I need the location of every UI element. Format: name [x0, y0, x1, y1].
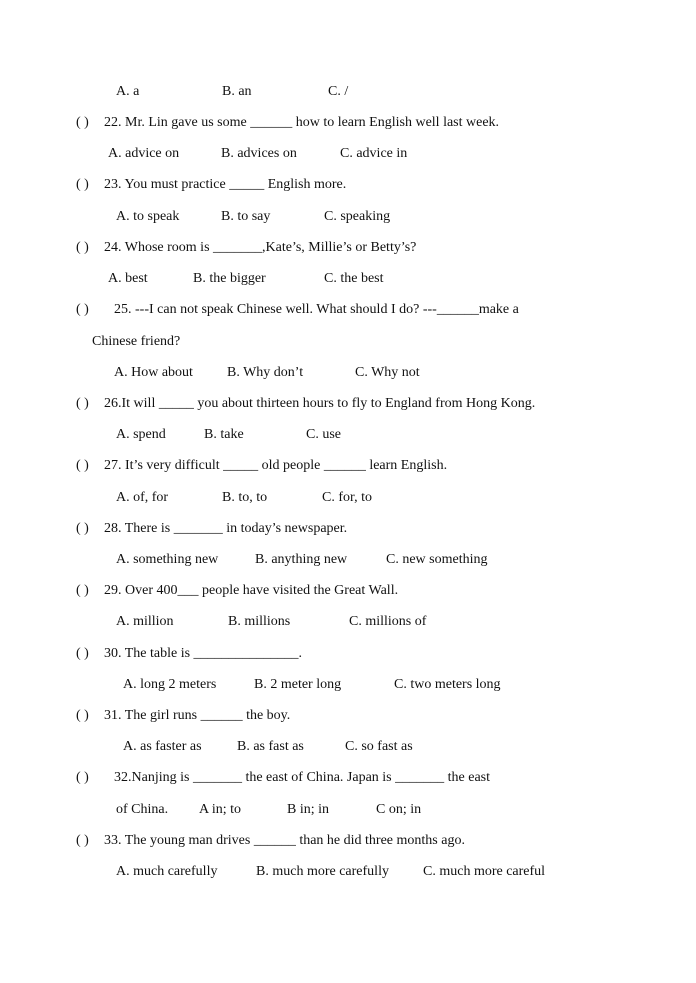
option-a: A. much carefully [116, 864, 218, 879]
option-a: A. as faster as [123, 739, 202, 754]
question-23-stem: 23. You must practice _____ English more. [104, 177, 347, 192]
option-b: B. to, to [222, 490, 268, 505]
question-33-stem: 33. The young man drives ______ than he did three months ago. [104, 833, 465, 848]
question-22-stem: 22. Mr. Lin gave us some ______ how to learn English well last week. [104, 115, 500, 130]
answer-blank-25[interactable]: ( ) [76, 302, 89, 317]
option-a: A. a [116, 84, 140, 99]
answer-blank-26[interactable]: ( ) [76, 396, 89, 411]
answer-blank-32[interactable]: ( ) [76, 770, 89, 785]
option-a: A. advice on [108, 146, 180, 161]
question-31-stem: 31. The girl runs ______ the boy. [104, 708, 291, 723]
option-a: A. of, for [116, 490, 169, 505]
option-a: A in; to [199, 802, 242, 817]
option-c: C. speaking [324, 209, 391, 224]
option-c: C. for, to [322, 490, 372, 505]
question-24-stem: 24. Whose room is _______,Kate’s, Millie’s or Betty’s? [104, 240, 417, 255]
option-b: B. as fast as [237, 739, 304, 754]
answer-blank-31[interactable]: ( ) [76, 708, 89, 723]
option-c: C. / [328, 84, 349, 99]
option-a: A. How about [114, 365, 193, 380]
option-c: C. millions of [349, 614, 427, 629]
question-32-stem: 32.Nanjing is _______ the east of China. Japan is _______ the east [114, 770, 490, 785]
option-b: B. the bigger [193, 271, 266, 286]
option-b: B. advices on [221, 146, 297, 161]
option-c: C. Why not [355, 365, 420, 380]
option-b: B in; in [287, 802, 330, 817]
answer-blank-24[interactable]: ( ) [76, 240, 89, 255]
option-a: A. spend [116, 427, 166, 442]
option-b: B. an [222, 84, 252, 99]
option-c: C. two meters long [394, 677, 501, 692]
option-b: B. take [204, 427, 244, 442]
option-a: A. best [108, 271, 148, 286]
option-b: B. anything new [255, 552, 348, 567]
option-a: A. long 2 meters [123, 677, 217, 692]
option-a: A. million [116, 614, 174, 629]
option-c: C. much more careful [423, 864, 546, 879]
option-b: B. 2 meter long [254, 677, 342, 692]
answer-blank-30[interactable]: ( ) [76, 646, 89, 661]
option-c: C. use [306, 427, 341, 442]
question-25-stem-cont: Chinese friend? [92, 334, 181, 349]
option-c: C. new something [386, 552, 488, 567]
question-27-stem: 27. It’s very difficult _____ old people ______ learn English. [104, 458, 448, 473]
question-30-stem: 30. The table is _______________. [104, 646, 303, 661]
option-c: C. so fast as [345, 739, 413, 754]
answer-blank-27[interactable]: ( ) [76, 458, 89, 473]
question-29-stem: 29. Over 400___ people have visited the Great Wall. [104, 583, 399, 598]
question-32-stem-cont: of China. [116, 802, 169, 817]
answer-blank-33[interactable]: ( ) [76, 833, 89, 848]
option-c: C. the best [324, 271, 384, 286]
option-a: A. to speak [116, 209, 180, 224]
option-c: C on; in [376, 802, 422, 817]
option-b: B. much more carefully [256, 864, 389, 879]
answer-blank-28[interactable]: ( ) [76, 521, 89, 536]
option-a: A. something new [116, 552, 219, 567]
question-25-stem: 25. ---I can not speak Chinese well. What should I do? ---______make a [114, 302, 519, 317]
option-c: C. advice in [340, 146, 408, 161]
answer-blank-23[interactable]: ( ) [76, 177, 89, 192]
option-b: B. millions [228, 614, 291, 629]
option-b: B. to say [221, 209, 271, 224]
option-b: B. Why don’t [227, 365, 304, 380]
answer-blank-22[interactable]: ( ) [76, 115, 89, 130]
answer-blank-29[interactable]: ( ) [76, 583, 89, 598]
question-28-stem: 28. There is _______ in today’s newspaper. [104, 521, 348, 536]
question-26-stem: 26.It will _____ you about thirteen hours to fly to England from Hong Kong. [104, 396, 536, 411]
